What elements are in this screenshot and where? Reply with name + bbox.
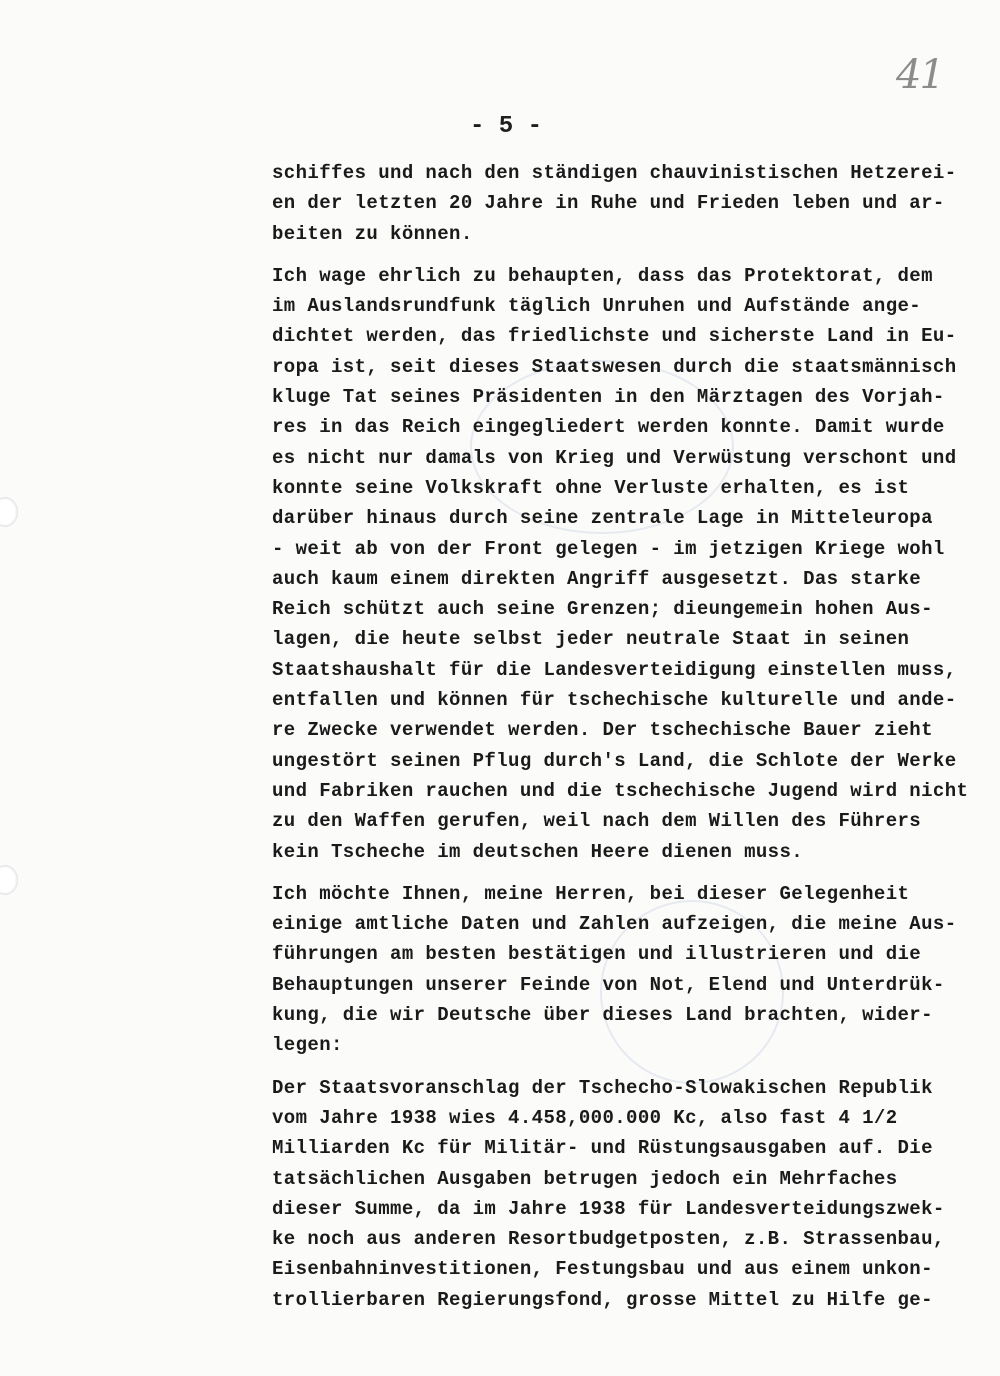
punch-hole-bottom (0, 865, 18, 895)
text-line: Behauptungen unserer Feinde von Not, Elend und Unterdrük- (272, 973, 945, 996)
text-line: - weit ab von der Front gelegen - im jetzigen Kriege wohl (272, 537, 945, 560)
text-line: ke noch aus anderen Resortbudgetposten, z.B. Strassenbau, (272, 1228, 945, 1251)
text-line: en der letzten 20 Jahre in Ruhe und Frieden leben und ar- (272, 192, 945, 215)
text-line: kluge Tat seines Präsidenten in den Märztagen des Vorjah- (272, 386, 945, 409)
paragraph (272, 261, 992, 867)
text-line: entfallen und können für tschechische kulturelle und ande- (272, 689, 957, 712)
page-number: - 5 - (470, 113, 543, 140)
text-line: lagen, die heute selbst jeder neutrale Staat in seinen (272, 628, 910, 651)
text-line: Ich möchte Ihnen, meine Herren, bei dieser Gelegenheit (272, 882, 910, 905)
text-line: im Auslandsrundfunk täglich Unruhen und Aufstände ange- (272, 295, 922, 318)
text-line: trollierbaren Regierungsfond, grosse Mittel zu Hilfe ge- (272, 1288, 933, 1311)
paragraph (272, 158, 992, 249)
text-line: res in das Reich eingegliedert werden konnte. Damit wurde (272, 416, 945, 439)
text-line: einige amtliche Daten und Zahlen aufzeigen, die meine Aus- (272, 913, 957, 936)
text-line: auch kaum einem direkten Angriff ausgesetzt. Das starke (272, 567, 922, 590)
text-line: kung, die wir Deutsche über dieses Land brachten, wider- (272, 1004, 933, 1027)
text-line: dichtet werden, das friedlichste und sicherste Land in Eu- (272, 325, 957, 348)
text-line: dieser Summe, da im Jahre 1938 für Landesverteidungszwek- (272, 1197, 945, 1220)
text-line: vom Jahre 1938 wies 4.458,000.000 Kc, also fast 4 1/2 (272, 1106, 898, 1129)
paragraph (272, 879, 992, 1061)
text-line: legen: (272, 1034, 343, 1057)
typewritten-text-body (272, 158, 992, 1327)
text-line: kein Tscheche im deutschen Heere dienen muss. (272, 840, 804, 863)
text-line: re Zwecke verwendet werden. Der tschechische Bauer zieht (272, 719, 933, 742)
handwritten-folio-number: 41 (896, 52, 943, 98)
text-line: zu den Waffen gerufen, weil nach dem Willen des Führers (272, 810, 922, 833)
text-line: Staatshaushalt für die Landesverteidigung einstellen muss, (272, 658, 957, 681)
text-line: beiten zu können. (272, 222, 473, 245)
punch-hole-top (0, 497, 18, 527)
text-line: schiffes und nach den ständigen chauvinistischen Hetzerei- (272, 162, 957, 184)
text-line: Eisenbahninvestitionen, Festungsbau und aus einem unkon- (272, 1258, 933, 1281)
text-line: Ich wage ehrlich zu behaupten, dass das Protektorat, dem (272, 264, 933, 287)
text-line: Reich schützt auch seine Grenzen; dieungemein hohen Aus- (272, 598, 933, 621)
text-line: darüber hinaus durch seine zentrale Lage in Mitteleuropa (272, 507, 933, 530)
text-line: konnte seine Volkskraft ohne Verluste erhalten, es ist (272, 476, 910, 499)
text-line: ropa ist, seit dieses Staatswesen durch die staatsmännisch (272, 355, 957, 378)
text-line: Milliarden Kc für Militär- und Rüstungsausgaben auf. Die (272, 1137, 933, 1160)
paragraph (272, 1073, 992, 1315)
text-line: Der Staatsvoranschlag der Tschecho-Slowakischen Republik (272, 1076, 933, 1099)
text-line: ungestört seinen Pflug durch's Land, die Schlote der Werke (272, 749, 957, 772)
text-line: es nicht nur damals von Krieg und Verwüstung verschont und (272, 446, 957, 469)
text-line: tatsächlichen Ausgaben betrugen jedoch ein Mehrfaches (272, 1167, 898, 1190)
text-line: und Fabriken rauchen und die tschechische Jugend wird nicht (272, 779, 969, 802)
text-line: führungen am besten bestätigen und illustrieren und die (272, 943, 922, 966)
